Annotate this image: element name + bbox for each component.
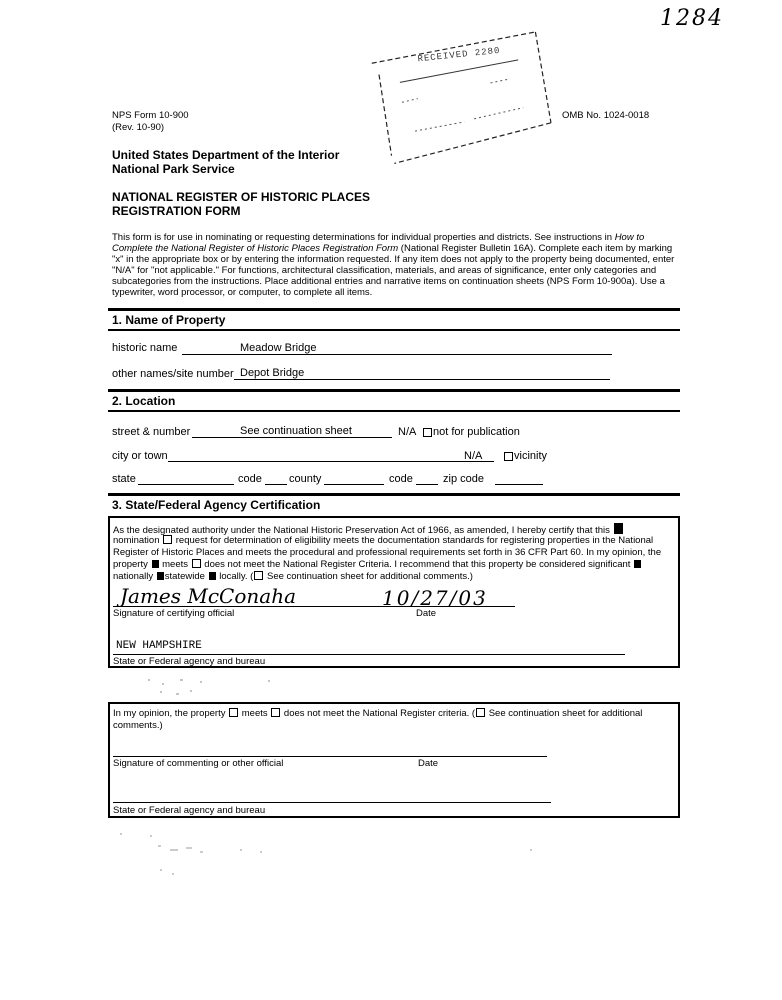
city-line [168, 461, 494, 462]
stamp-border-icon [366, 27, 558, 171]
not-for-publication-label: not for publication [433, 426, 520, 438]
opinion-agency-label: State or Federal agency and bureau [113, 805, 266, 816]
section1-bottom-rule [108, 329, 680, 331]
statewide-label: statewide [164, 571, 205, 582]
cert-line-2-text: request for determination of eligibility meets the documentation standards for registering properties in the National [175, 535, 654, 546]
section2-top-rule [108, 389, 680, 392]
stamp-text: RECEIVED 2280 [417, 45, 501, 65]
section2-title: 2. Location [112, 394, 176, 408]
opinion-signature-line [113, 756, 547, 757]
opinion-does-not-meet-checkbox[interactable] [271, 708, 280, 717]
cert-line-5 [113, 571, 473, 582]
opinion-continuation-checkbox[interactable] [476, 708, 485, 717]
statewide-checkbox-filled[interactable] [209, 572, 216, 580]
section1-top-rule [108, 308, 680, 311]
city-na[interactable]: N/A [464, 450, 483, 462]
county-line [324, 484, 384, 485]
section2-bottom-rule [108, 410, 680, 412]
state-label: state [112, 473, 136, 485]
nomination-label: nomination [113, 535, 160, 546]
instructions-paragraph [112, 232, 680, 298]
opinion-signature-label: Signature of commenting or other official [113, 758, 284, 769]
nomination-checkbox-filled[interactable] [614, 523, 623, 534]
other-names-line [234, 379, 610, 380]
street-line [192, 437, 392, 438]
opinion-meets-checkbox[interactable] [229, 708, 238, 717]
date-label: Date [416, 608, 437, 619]
section1-title: 1. Name of Property [112, 313, 226, 327]
handwritten-page-number: 1284 [660, 6, 724, 31]
opinion-continuation-label: See continuation sheet for additional [488, 708, 643, 719]
not-for-publication-checkbox[interactable] [423, 428, 432, 437]
vicinity-checkbox[interactable] [504, 452, 513, 461]
city-label: city or town [112, 450, 168, 462]
signature-line [113, 606, 515, 607]
form-revision: (Rev. 10-90) [112, 122, 165, 133]
state-code-line [265, 484, 287, 485]
certifying-signature: James McConaha [120, 584, 296, 608]
service-name: National Park Service [112, 162, 235, 176]
agency-value: NEW HAMPSHIRE [116, 640, 202, 652]
opinion-date-label: Date [418, 758, 439, 769]
cert-line-3: Register of Historic Places and meets the procedural and professional requirements set forth in 36 CFR Part 60. In my opinion, the [113, 547, 662, 558]
locally-label: locally. ( [219, 571, 254, 582]
other-names-label: other names/site number [112, 368, 234, 380]
section3-title: 3. State/Federal Agency Certification [112, 498, 321, 512]
cert-line-4-text: does not meet the National Register Criteria. I recommend that this property be considered significant [204, 559, 631, 570]
does-not-meet-checkbox[interactable] [192, 559, 201, 568]
instructions-guide-title: How to Complete the National Register of Historic Places Registration Form [112, 232, 645, 254]
instructions-text-2: (National Register Bulletin 16A). Complete each item by marking "x" in the appropriate box or by entering the information requested. If any item does not apply to the property being documented, enter "N/A" for "not applicable." For functions, architectural classification, materials, and areas of significance, enter only categories and subcategories from the instructions. Place additional entries and narrative items on continuation sheets (NPS Form 10-900a). Use a typewriter, word processor, or computer, to complete all items. [112, 243, 675, 298]
form-number: NPS Form 10-900 [112, 110, 189, 121]
agency-line [113, 654, 625, 655]
significance-mark [634, 560, 641, 568]
opinion-line-1 [113, 708, 642, 719]
agency-label: State or Federal agency and bureau [113, 656, 266, 667]
continuation-checkbox[interactable] [254, 571, 263, 580]
county-label: county [289, 473, 322, 485]
opinion-text-1: In my opinion, the property [113, 708, 226, 719]
section3-top-rule [108, 493, 680, 496]
opinion-agency-line [113, 802, 551, 803]
nationally-checkbox-filled[interactable] [157, 572, 164, 580]
property-label: property [113, 559, 148, 570]
omb-number: OMB No. 1024-0018 [562, 110, 650, 121]
nationally-label: nationally [113, 571, 154, 582]
certification-date-value: 10/27/03 [382, 586, 488, 610]
street-label: street & number [112, 426, 191, 438]
cert-continuation-label: See continuation sheet for additional comments.) [266, 571, 473, 582]
street-na: N/A [398, 426, 417, 438]
instructions-text-1: This form is for use in nominating or requesting determinations for individual properties and districts. See instructions in [112, 232, 615, 243]
opinion-text-2: does not meet the National Register criteria. ( [283, 708, 476, 719]
historic-name-value[interactable]: Meadow Bridge [240, 342, 317, 354]
zip-line [495, 484, 543, 485]
signature-label: Signature of certifying official [113, 608, 235, 619]
county-code-line [416, 484, 438, 485]
department-name: United States Department of the Interior [112, 148, 340, 162]
cert-line-4 [113, 559, 642, 570]
request-determination-checkbox[interactable] [163, 535, 172, 544]
zip-label: zip code [443, 473, 484, 485]
cert-line-1-text: As the designated authority under the National Historic Preservation Act of 1966, as amended, I hereby certify that this [113, 525, 610, 536]
state-code-label: code [238, 473, 262, 485]
meets-checkbox-filled[interactable] [152, 560, 159, 568]
state-line [138, 484, 234, 485]
street-value[interactable]: See continuation sheet [240, 425, 352, 437]
cert-line-2 [113, 535, 653, 546]
county-code-label: code [389, 473, 413, 485]
scan-noise-bottom-icon [110, 830, 550, 880]
opinion-line-2: comments.) [113, 720, 163, 731]
historic-name-label: historic name [112, 342, 178, 354]
register-title: NATIONAL REGISTER OF HISTORIC PLACES [112, 190, 371, 204]
meets-label: meets [162, 559, 189, 570]
other-names-value[interactable]: Depot Bridge [240, 367, 305, 379]
form-title: REGISTRATION FORM [112, 204, 241, 218]
opinion-meets-label: meets [241, 708, 268, 719]
received-stamp [366, 27, 558, 171]
scan-noise-icon [140, 676, 300, 698]
historic-name-line [182, 354, 612, 355]
vicinity-label: vicinity [514, 450, 548, 462]
